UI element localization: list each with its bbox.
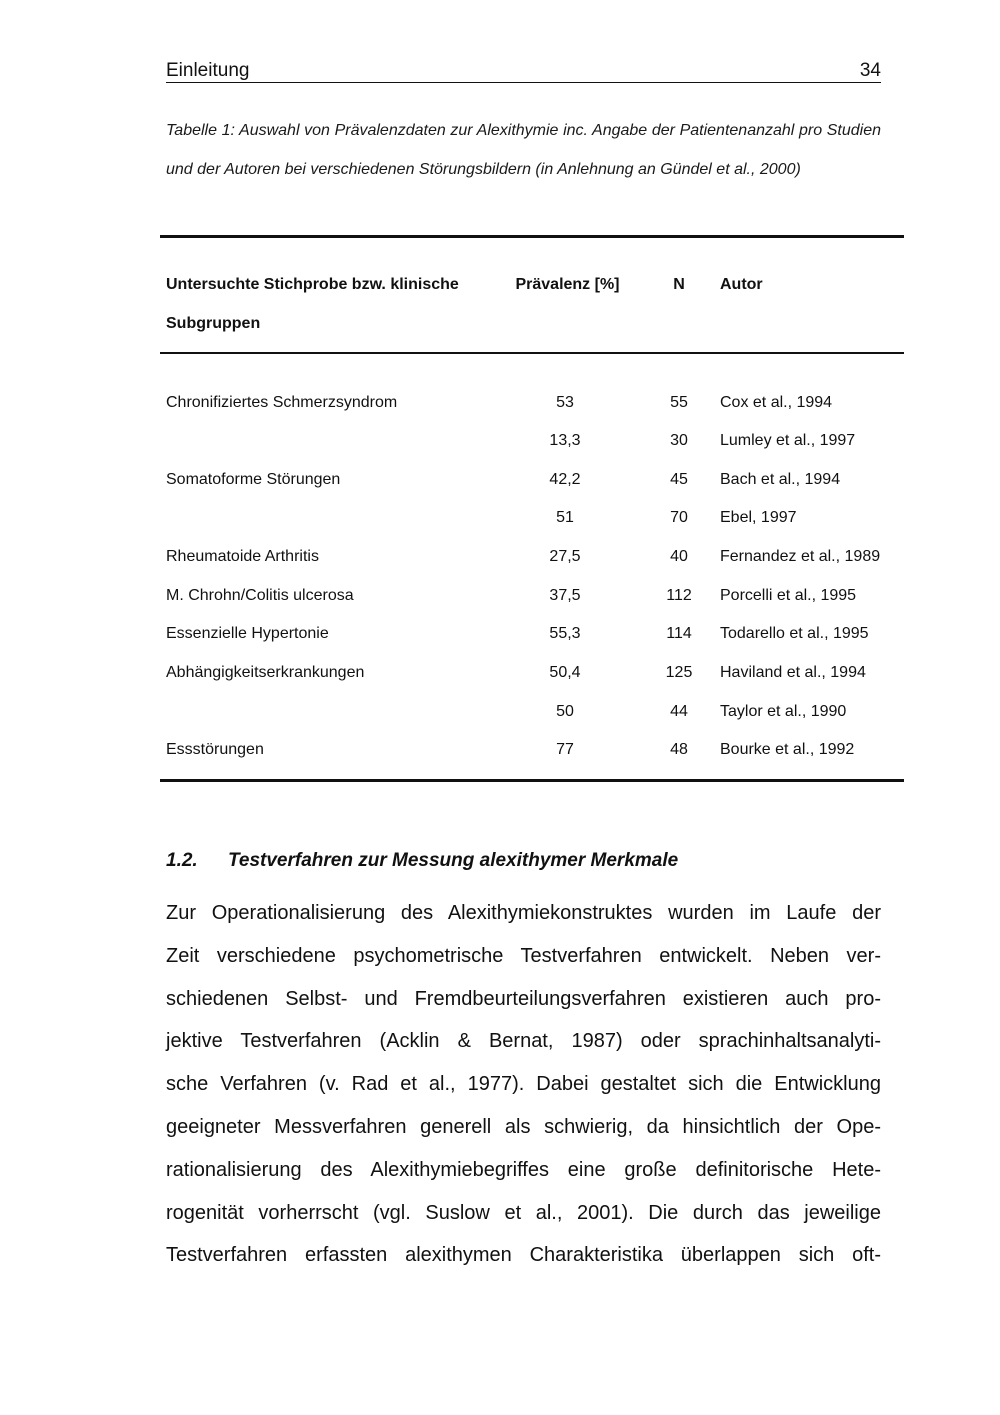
table-caption: Tabelle 1: Auswahl von Prävalenzdaten zur Alexithymie inc. Angabe der Patientenanzahl pro Studien und der Autoren bei verschiedenen Störungsbildern (in Anlehnung an Gündel et al., 2000) <box>166 122 881 178</box>
cell-author: Haviland et al., 1994 <box>720 664 866 681</box>
cell-n: 40 <box>670 548 688 565</box>
cell-prevalence: 42,2 <box>549 471 581 488</box>
cell-group: Abhängigkeitserkrankungen <box>166 664 365 681</box>
cell-author: Cox et al., 1994 <box>720 394 833 411</box>
section-number: 1.2. <box>166 850 198 871</box>
section-title: Testverfahren zur Messung alexithymer Merkmale <box>228 850 679 871</box>
cell-prevalence: 51 <box>556 509 574 526</box>
cell-author: Bourke et al., 1992 <box>720 741 855 758</box>
column-header-prevalence: Prävalenz [%] <box>515 276 620 293</box>
cell-prevalence: 27,5 <box>549 548 581 565</box>
page-number: 34 <box>859 60 881 81</box>
page-header <box>166 60 881 83</box>
cell-n: 48 <box>670 741 688 758</box>
paragraph-line: sche Verfahren (v. Rad et al., 1977). Dabei gestaltet sich die Entwicklung <box>166 1073 881 1095</box>
cell-n: 112 <box>666 587 692 604</box>
paragraph-line: geeigneter Messverfahren generell als schwierig, da hinsichtlich der Ope- <box>166 1116 881 1138</box>
cell-group: Chronifiziertes Schmerzsyndrom <box>166 394 398 411</box>
cell-group: Somatoforme Störungen <box>166 471 341 488</box>
cell-n: 70 <box>670 509 688 526</box>
cell-author: Fernandez et al., 1989 <box>720 548 881 565</box>
cell-group: Essenzielle Hypertonie <box>166 625 329 642</box>
cell-author: Bach et al., 1994 <box>720 471 841 488</box>
table-bottom-rule <box>160 779 904 782</box>
cell-prevalence: 77 <box>556 741 574 758</box>
cell-prevalence: 53 <box>556 394 574 411</box>
table-top-rule <box>160 235 904 238</box>
cell-author: Ebel, 1997 <box>720 509 797 526</box>
cell-prevalence: 50,4 <box>549 664 581 681</box>
cell-group: Rheumatoide Arthritis <box>166 548 319 565</box>
chapter-title: Einleitung <box>166 60 250 81</box>
paragraph-line: Zeit verschiedene psychometrische Testverfahren entwickelt. Neben ver- <box>166 945 881 967</box>
cell-author: Taylor et al., 1990 <box>720 703 847 720</box>
paragraph-line: Zur Operationalisierung des Alexithymiekonstruktes wurden im Laufe der <box>166 902 881 924</box>
column-header-author: Autor <box>720 276 763 293</box>
cell-author: Porcelli et al., 1995 <box>720 587 857 604</box>
cell-author: Lumley et al., 1997 <box>720 432 856 449</box>
cell-group: Essstörungen <box>166 741 264 758</box>
cell-n: 45 <box>670 471 688 488</box>
cell-group: M. Chrohn/Colitis ulcerosa <box>166 587 354 604</box>
cell-prevalence: 55,3 <box>549 625 581 642</box>
table-header-rule <box>160 352 904 354</box>
cell-n: 30 <box>670 432 688 449</box>
paragraph-line: jektive Testverfahren (Acklin & Bernat, 1987) oder sprachinhaltsanalyti- <box>166 1030 881 1052</box>
section-heading <box>166 850 678 872</box>
cell-author: Todarello et al., 1995 <box>720 625 869 642</box>
cell-prevalence: 13,3 <box>549 432 581 449</box>
column-header-group: Untersuchte Stichprobe bzw. klinische Subgruppen <box>166 276 459 332</box>
cell-prevalence: 50 <box>556 703 574 720</box>
paragraph-line: rationalisierung des Alexithymiebegriffes eine große definitorische Hete- <box>166 1159 881 1181</box>
paragraph-line: rogenität vorherrscht (vgl. Suslow et al., 2001). Die durch das jeweilige <box>166 1202 881 1224</box>
paragraph-line: Testverfahren erfassten alexithymen Charakteristika überlappen sich oft- <box>166 1244 881 1266</box>
cell-n: 55 <box>670 394 688 411</box>
cell-prevalence: 37,5 <box>549 587 581 604</box>
paragraph-line: schiedenen Selbst- und Fremdbeurteilungsverfahren existieren auch pro- <box>166 988 881 1010</box>
cell-n: 114 <box>666 625 692 642</box>
column-header-n: N <box>673 276 685 293</box>
cell-n: 44 <box>670 703 688 720</box>
cell-n: 125 <box>665 664 693 681</box>
